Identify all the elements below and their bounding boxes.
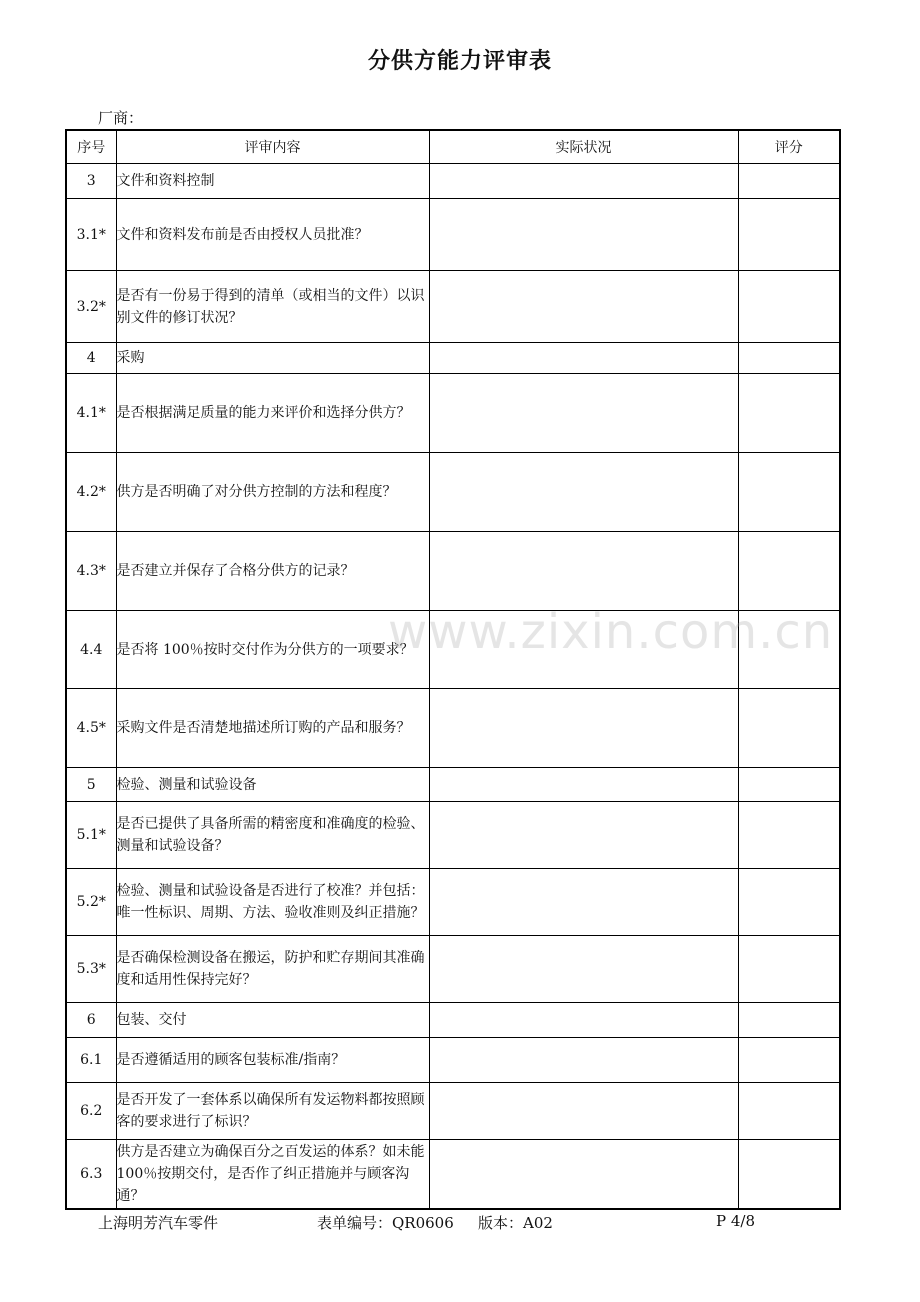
row-content: 是否将 100％按时交付作为分供方的一项要求？	[116, 611, 429, 689]
table-row	[66, 199, 840, 271]
row-number: 5.3*	[66, 936, 116, 1003]
row-status-cell[interactable]	[429, 271, 738, 343]
row-number: 4.4	[66, 611, 116, 689]
table-row	[66, 164, 840, 199]
table-row	[66, 374, 840, 453]
row-status-cell[interactable]	[429, 802, 738, 869]
table-row	[66, 689, 840, 768]
row-score-cell[interactable]	[738, 1003, 840, 1038]
footer-page: P 4/8	[716, 1212, 756, 1230]
row-number: 6.2	[66, 1083, 116, 1140]
row-content: 是否已提供了具备所需的精密度和准确度的检验、测量和试验设备？	[116, 802, 429, 869]
row-number: 6	[66, 1003, 116, 1038]
row-content: 是否有一份易于得到的清单（或相当的文件）以识别文件的修订状况？	[116, 271, 429, 343]
row-score-cell[interactable]	[738, 689, 840, 768]
header-status: 实际状况	[429, 130, 738, 164]
row-score-cell[interactable]	[738, 936, 840, 1003]
row-content: 是否遵循适用的顾客包装标准/指南？	[116, 1038, 429, 1083]
row-score-cell[interactable]	[738, 802, 840, 869]
row-content: 采购文件是否清楚地描述所订购的产品和服务？	[116, 689, 429, 768]
row-number: 3	[66, 164, 116, 199]
table-row	[66, 1038, 840, 1083]
row-status-cell[interactable]	[429, 768, 738, 802]
row-content: 是否根据满足质量的能力来评价和选择分供方？	[116, 374, 429, 453]
table-row	[66, 343, 840, 374]
row-content: 包装、交付	[116, 1003, 429, 1038]
row-content: 采购	[116, 343, 429, 374]
table-row	[66, 802, 840, 869]
row-score-cell[interactable]	[738, 532, 840, 611]
table-row	[66, 453, 840, 532]
footer-company: 上海明芳汽车零件	[98, 1214, 219, 1232]
row-score-cell[interactable]	[738, 1038, 840, 1083]
row-status-cell[interactable]	[429, 611, 738, 689]
row-content: 检验、测量和试验设备	[116, 768, 429, 802]
row-score-cell[interactable]	[738, 768, 840, 802]
header-score: 评分	[738, 130, 840, 164]
row-score-cell[interactable]	[738, 869, 840, 936]
table-row	[66, 1083, 840, 1140]
row-status-cell[interactable]	[429, 374, 738, 453]
table-row	[66, 1003, 840, 1038]
table-row	[66, 936, 840, 1003]
table-row	[66, 869, 840, 936]
row-score-cell[interactable]	[738, 271, 840, 343]
row-number: 5.2*	[66, 869, 116, 936]
row-content: 是否确保检测设备在搬运，防护和贮存期间其准确度和适用性保持完好？	[116, 936, 429, 1003]
row-status-cell[interactable]	[429, 869, 738, 936]
row-status-cell[interactable]	[429, 532, 738, 611]
row-status-cell[interactable]	[429, 1038, 738, 1083]
row-number: 3.1*	[66, 199, 116, 271]
row-content: 供方是否明确了对分供方控制的方法和程度？	[116, 453, 429, 532]
page-title: 分供方能力评审表	[367, 49, 552, 74]
row-number: 4.2*	[66, 453, 116, 532]
table-row	[66, 1140, 840, 1209]
watermark: www.zixin.com.cn	[388, 604, 834, 660]
row-number: 3.2*	[66, 271, 116, 343]
row-score-cell[interactable]	[738, 453, 840, 532]
review-table	[65, 129, 841, 1210]
row-score-cell[interactable]	[738, 1083, 840, 1140]
header-content: 评审内容	[116, 130, 429, 164]
row-status-cell[interactable]	[429, 164, 738, 199]
row-number: 4	[66, 343, 116, 374]
row-status-cell[interactable]	[429, 689, 738, 768]
row-content: 是否建立并保存了合格分供方的记录？	[116, 532, 429, 611]
row-content: 供方是否建立为确保百分之百发运的体系？如未能 100％按期交付，是否作了纠正措施并与顾客沟通？	[116, 1140, 429, 1209]
row-score-cell[interactable]	[738, 1140, 840, 1209]
row-content: 文件和资料发布前是否由授权人员批准？	[116, 199, 429, 271]
row-number: 4.3*	[66, 532, 116, 611]
footer-form-no: 表单编号：QR0606	[317, 1214, 454, 1232]
table-row	[66, 271, 840, 343]
row-number: 6.1	[66, 1038, 116, 1083]
row-score-cell[interactable]	[738, 343, 840, 374]
row-content: 文件和资料控制	[116, 164, 429, 199]
row-status-cell[interactable]	[429, 1140, 738, 1209]
row-number: 6.3	[66, 1140, 116, 1209]
row-number: 5	[66, 768, 116, 802]
row-number: 4.1*	[66, 374, 116, 453]
row-status-cell[interactable]	[429, 936, 738, 1003]
row-number: 4.5*	[66, 689, 116, 768]
row-content: 是否开发了一套体系以确保所有发运物料都按照顾客的要求进行了标识？	[116, 1083, 429, 1140]
row-status-cell[interactable]	[429, 1003, 738, 1038]
vendor-label: 厂商：	[98, 109, 144, 127]
row-score-cell[interactable]	[738, 374, 840, 453]
row-status-cell[interactable]	[429, 343, 738, 374]
table-header-row	[66, 130, 840, 164]
table-row	[66, 611, 840, 689]
row-score-cell[interactable]	[738, 611, 840, 689]
row-status-cell[interactable]	[429, 1083, 738, 1140]
table-row	[66, 532, 840, 611]
table-row	[66, 768, 840, 802]
row-score-cell[interactable]	[738, 199, 840, 271]
row-score-cell[interactable]	[738, 164, 840, 199]
row-content: 检验、测量和试验设备是否进行了校准？并包括：唯一性标识、周期、方法、验收准则及纠正措施？	[116, 869, 429, 936]
table-body	[66, 164, 840, 1209]
row-status-cell[interactable]	[429, 453, 738, 532]
row-status-cell[interactable]	[429, 199, 738, 271]
row-number: 5.1*	[66, 802, 116, 869]
header-no: 序号	[66, 130, 116, 164]
footer-version: 版本：A02	[478, 1214, 553, 1232]
